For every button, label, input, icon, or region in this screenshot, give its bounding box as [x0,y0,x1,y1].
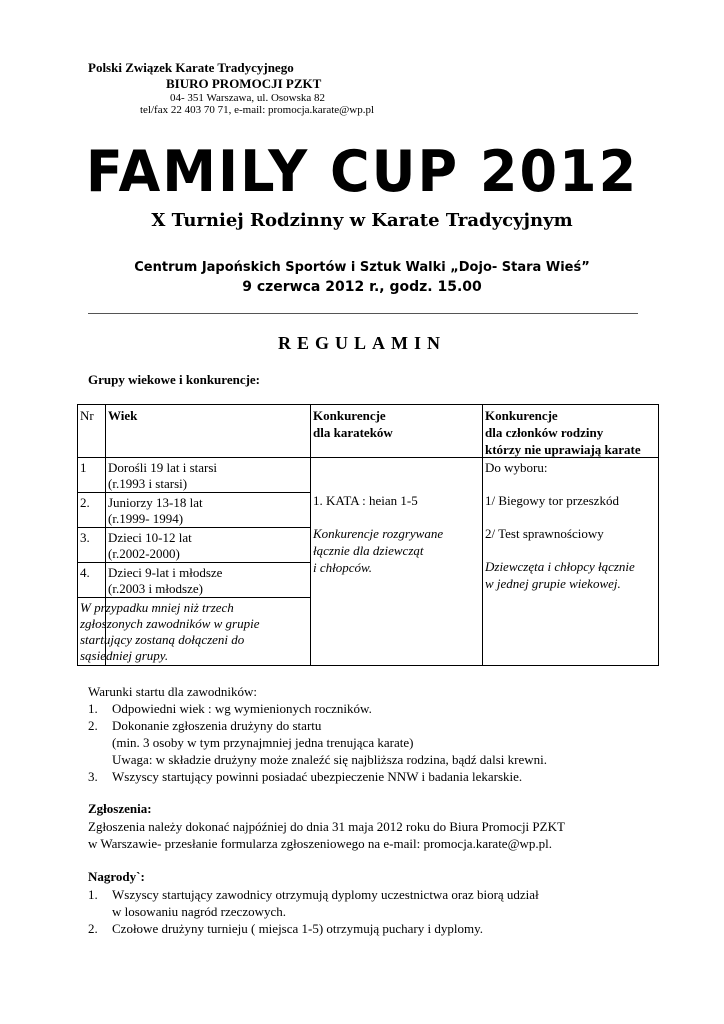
list-text: Odpowiedni wiek : wg wymienionych roczników. [112,701,372,716]
list-text: Wszyscy startujący powinni posiadać ubezpieczenie NNW i badania lekarskie. [112,769,523,784]
header [88,60,508,116]
group-note: sąsiedniej grupy. [80,648,169,663]
family-item-2: 2/ Test sprawnościowy [485,526,604,541]
family-item-1: 1/ Biegowy tor przeszkód [485,493,619,508]
list-item [88,717,668,734]
list-number: 1. [88,887,98,902]
family-note: Dziewczęta i chłopcy łącznie [485,559,635,574]
karate-note: łącznie dla dziewcząt [313,543,424,558]
event-venue: Centrum Japońskich Sportów i Sztuk Walki „Dojo- Stara Wieś” [134,260,590,275]
event-date: 9 czerwca 2012 r., godz. 15.00 [242,279,482,295]
list-number: 2. [88,921,98,936]
list-item-continuation [88,734,668,751]
list-text: Czołowe drużyny turnieju ( miejsca 1-5) otrzymują puchary i dyplomy. [112,921,484,936]
table-divider [78,492,310,493]
table-divider [482,405,483,665]
org-name: Polski Związek Karate Tradycyjnego [88,60,294,75]
header-nr: Nr [80,408,94,423]
divider [88,313,638,314]
conditions-heading: Warunki startu dla zawodników: [88,684,257,699]
age-groups-table [77,404,659,666]
row-years: (r.2003 i młodsze) [108,581,203,596]
karate-note: i chłopców. [313,560,372,575]
group-note: W przypadku mniej niż trzech [80,600,234,615]
conditions-list [88,700,668,785]
row-age: Dzieci 9-lat i młodsze [108,565,223,580]
row-nr: 2. [80,495,90,510]
karate-competition: 1. KATA : heian 1-5 [313,493,418,508]
regulamin-title: REGULAMIN [277,333,446,353]
registration-line: Zgłoszenia należy dokonać najpóźniej do dnia 31 maja 2012 roku do Biura Promocji PZKT [88,819,565,834]
row-years: (r.2002-2000) [108,546,180,561]
row-nr: 4. [80,565,90,580]
list-text: Wszyscy startujący zawodnicy otrzymują dyplomy uczestnictwa oraz biorą udział [112,887,539,902]
list-item [88,920,668,937]
family-choice: Do wyboru: [485,460,548,475]
event-subtitle: X Turniej Rodzinny w Karate Tradycyjnym [151,210,573,231]
table-divider [78,562,310,563]
family-note: w jednej grupie wiekowej. [485,576,621,591]
row-nr: 3. [80,530,90,545]
list-item [88,768,668,785]
list-text: Dokonanie zgłoszenia drużyny do startu [112,718,322,733]
row-nr: 1 [80,460,87,475]
office-address: 04- 351 Warszawa, ul. Osowska 82 [170,92,326,104]
group-note: startujący zostaną dołączeni do [80,632,245,647]
office-contact: tel/fax 22 403 70 71, e-mail: promocja.karate@wp.pl [140,104,375,116]
row-age: Dorośli 19 lat i starsi [108,460,218,475]
list-item-continuation [88,903,668,920]
header-family-3: którzy nie uprawiają karate [485,442,641,457]
registration-heading: Zgłoszenia: [88,801,152,816]
header-karate-1: Konkurencje [313,408,386,423]
event-title: FAMILY CUP 2012 [85,138,639,205]
list-item [88,700,668,717]
registration-line: w Warszawie- przesłanie formularza zgłoszeniowego na e-mail: promocja.karate@wp.pl. [88,836,553,851]
list-number: 1. [88,701,98,716]
list-number: 2. [88,718,98,733]
table-divider [78,527,310,528]
prizes-list [88,886,668,937]
header-family-1: Konkurencje [485,408,558,423]
office-name: BIURO PROMOCJI PZKT [166,76,322,91]
list-text: Uwaga: w składzie drużyny może znaleźć się najbliższa rodzina, bądź dalsi krewni. [112,752,547,767]
table-divider [78,457,482,458]
table-divider [78,597,310,598]
group-note: zgłoszonych zawodników w grupie [80,616,260,631]
row-age: Juniorzy 13-18 lat [108,495,203,510]
list-item [88,886,668,903]
prizes-heading: Nagrody`: [88,869,145,884]
header-wiek: Wiek [108,408,138,423]
header-karate-2: dla karateków [313,425,393,440]
row-years: (r.1999- 1994) [108,511,184,526]
table-divider [310,405,311,665]
list-item-continuation [88,751,668,768]
list-number: 3. [88,769,98,784]
header-family-2: dla członków rodziny [485,425,604,440]
karate-note: Konkurencje rozgrywane [313,526,444,541]
list-text: w losowaniu nagród rzeczowych. [112,904,286,919]
row-age: Dzieci 10-12 lat [108,530,192,545]
groups-heading: Grupy wiekowe i konkurencje: [88,372,261,387]
row-years: (r.1993 i starsi) [108,476,188,491]
list-text: (min. 3 osoby w tym przynajmniej jedna trenująca karate) [112,735,414,750]
